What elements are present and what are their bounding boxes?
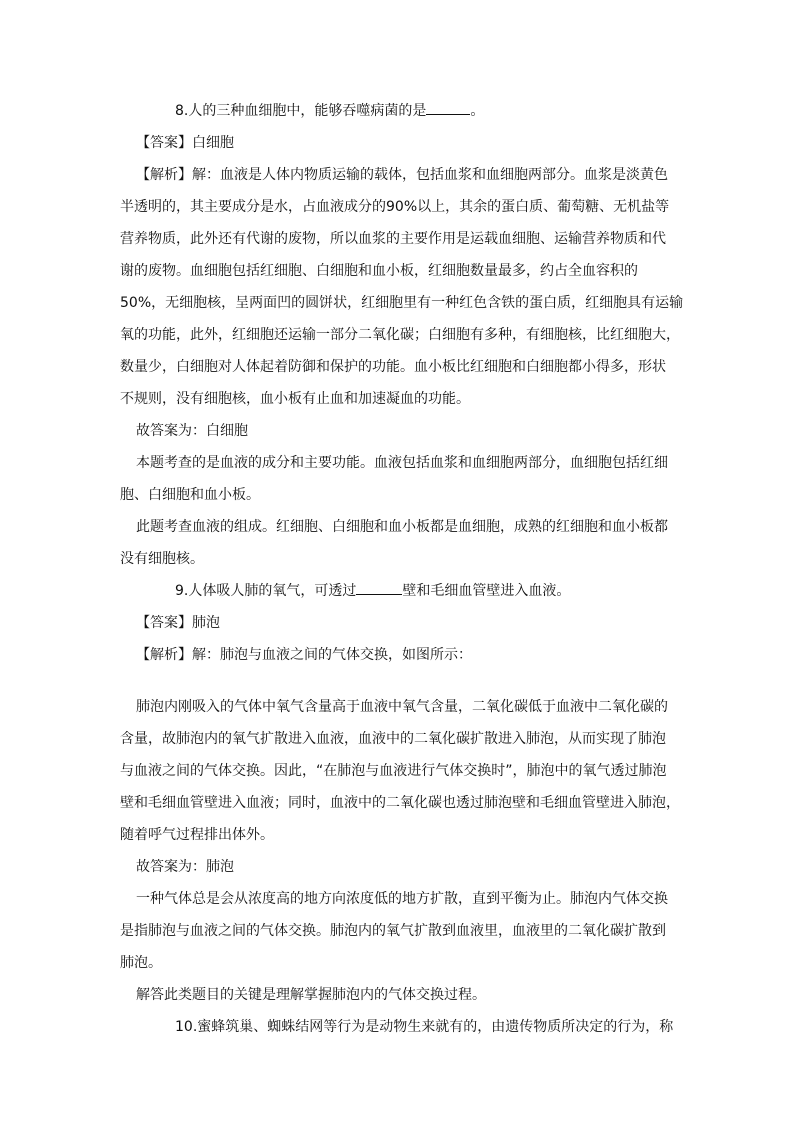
analysis-line: 与血液之间的气体交换。因此，“在肺泡与血液进行气体交换时”，肺泡中的氧气透过肺泡 bbox=[120, 763, 667, 779]
analysis-line bbox=[136, 166, 668, 184]
summary-line: 本题考查的是血液的成分和主要功能。血液包括血浆和血细胞两部分，血细胞包括红细 bbox=[136, 455, 668, 471]
answer-text: 肺泡 bbox=[192, 615, 220, 631]
analysis-line: 半透明的，其主要成分是水，占血液成分的90%以上，其余的蛋白质、葡萄糖、无机盐等 bbox=[120, 199, 670, 215]
answer-blank bbox=[356, 582, 402, 595]
analysis-line: 数量少，白细胞对人体起着防御和保护的功能。血小板比红细胞和白细胞都小得多，形状 bbox=[120, 359, 666, 375]
analysis-line: 肺泡内刚吸入的气体中氧气含量高于血液中氧气含量，二氧化碳低于血液中二氧化碳的 bbox=[136, 699, 668, 715]
answer-tag: 【答案】 bbox=[136, 615, 192, 631]
conclusion-line: 故答案为：肺泡 bbox=[136, 859, 234, 875]
analysis-line: 氧的功能，此外，红细胞还运输一部分二氧化碳；白细胞有多种，有细胞核，比红细胞大， bbox=[120, 327, 680, 343]
analysis-text: 解：肺泡与血液之间的气体交换，如图所示： bbox=[192, 647, 472, 663]
summary-line: 一种气体总是会从浓度高的地方向浓度低的地方扩散，直到平衡为止。肺泡内气体交换 bbox=[136, 891, 668, 907]
answer-line bbox=[136, 614, 220, 632]
analysis-line: 不规则，没有细胞核，血小板有止血和加速凝血的功能。 bbox=[120, 391, 470, 407]
question-8 bbox=[175, 102, 484, 120]
answer-tag: 【答案】 bbox=[136, 135, 192, 151]
analysis-line: 含量，故肺泡内的氧气扩散进入血液，血液中的二氧化碳扩散进入肺泡，从而实现了肺泡 bbox=[120, 731, 666, 747]
question-8-text: 8.人的三种血细胞中，能够吞噬病菌的是 bbox=[175, 103, 427, 119]
analysis-line: 营养物质，此外还有代谢的废物，所以血浆的主要作用是运载血细胞、运输营养物质和代 bbox=[120, 231, 666, 247]
answer-text: 白细胞 bbox=[192, 135, 234, 151]
summary-line: 肺泡。 bbox=[120, 955, 162, 971]
analysis-tag: 【解析】 bbox=[136, 167, 192, 183]
analysis-text: 解：血液是人体内物质运输的载体，包括血浆和血细胞两部分。血浆是淡黄色 bbox=[192, 167, 668, 183]
answer-blank bbox=[426, 102, 470, 115]
analysis-line bbox=[136, 646, 472, 664]
summary-line: 此题考查血液的组成。红细胞、白细胞和血小板都是血细胞，成熟的红细胞和血小板都 bbox=[136, 519, 668, 535]
question-9-text: 9.人体吸人肺的氧气，可透过 bbox=[175, 583, 357, 599]
summary-line: 解答此类题目的关键是理解掌握肺泡内的气体交换过程。 bbox=[136, 987, 486, 1003]
analysis-tag: 【解析】 bbox=[136, 647, 192, 663]
analysis-line: 50%，无细胞核，呈两面凹的圆饼状，红细胞里有一种红色含铁的蛋白质，红细胞具有运输 bbox=[120, 295, 684, 311]
summary-line: 是指肺泡与血液之间的气体交换。肺泡内的氧气扩散到血液里，血液里的二氧化碳扩散到 bbox=[120, 923, 666, 939]
analysis-line: 谢的废物。血细胞包括红细胞、白细胞和血小板，红细胞数量最多，约占全血容积的 bbox=[120, 263, 638, 279]
answer-line bbox=[136, 134, 234, 152]
question-9-end: 壁和毛细血管壁进入血液。 bbox=[402, 583, 571, 599]
conclusion-line: 故答案为：白细胞 bbox=[136, 423, 248, 439]
question-9 bbox=[175, 582, 570, 600]
summary-line: 没有细胞核。 bbox=[120, 551, 204, 567]
summary-line: 胞、白细胞和血小板。 bbox=[120, 487, 260, 503]
analysis-line: 壁和毛细血管壁进入血液；同时，血液中的二氧化碳也透过肺泡壁和毛细血管壁进入肺泡， bbox=[120, 795, 680, 811]
question-8-end: 。 bbox=[470, 103, 485, 119]
analysis-line: 随着呼气过程排出体外。 bbox=[120, 827, 274, 843]
question-10: 10.蜜蜂筑巢、蜘蛛结网等行为是动物生来就有的，由遗传物质所决定的行为，称 bbox=[175, 1019, 674, 1035]
